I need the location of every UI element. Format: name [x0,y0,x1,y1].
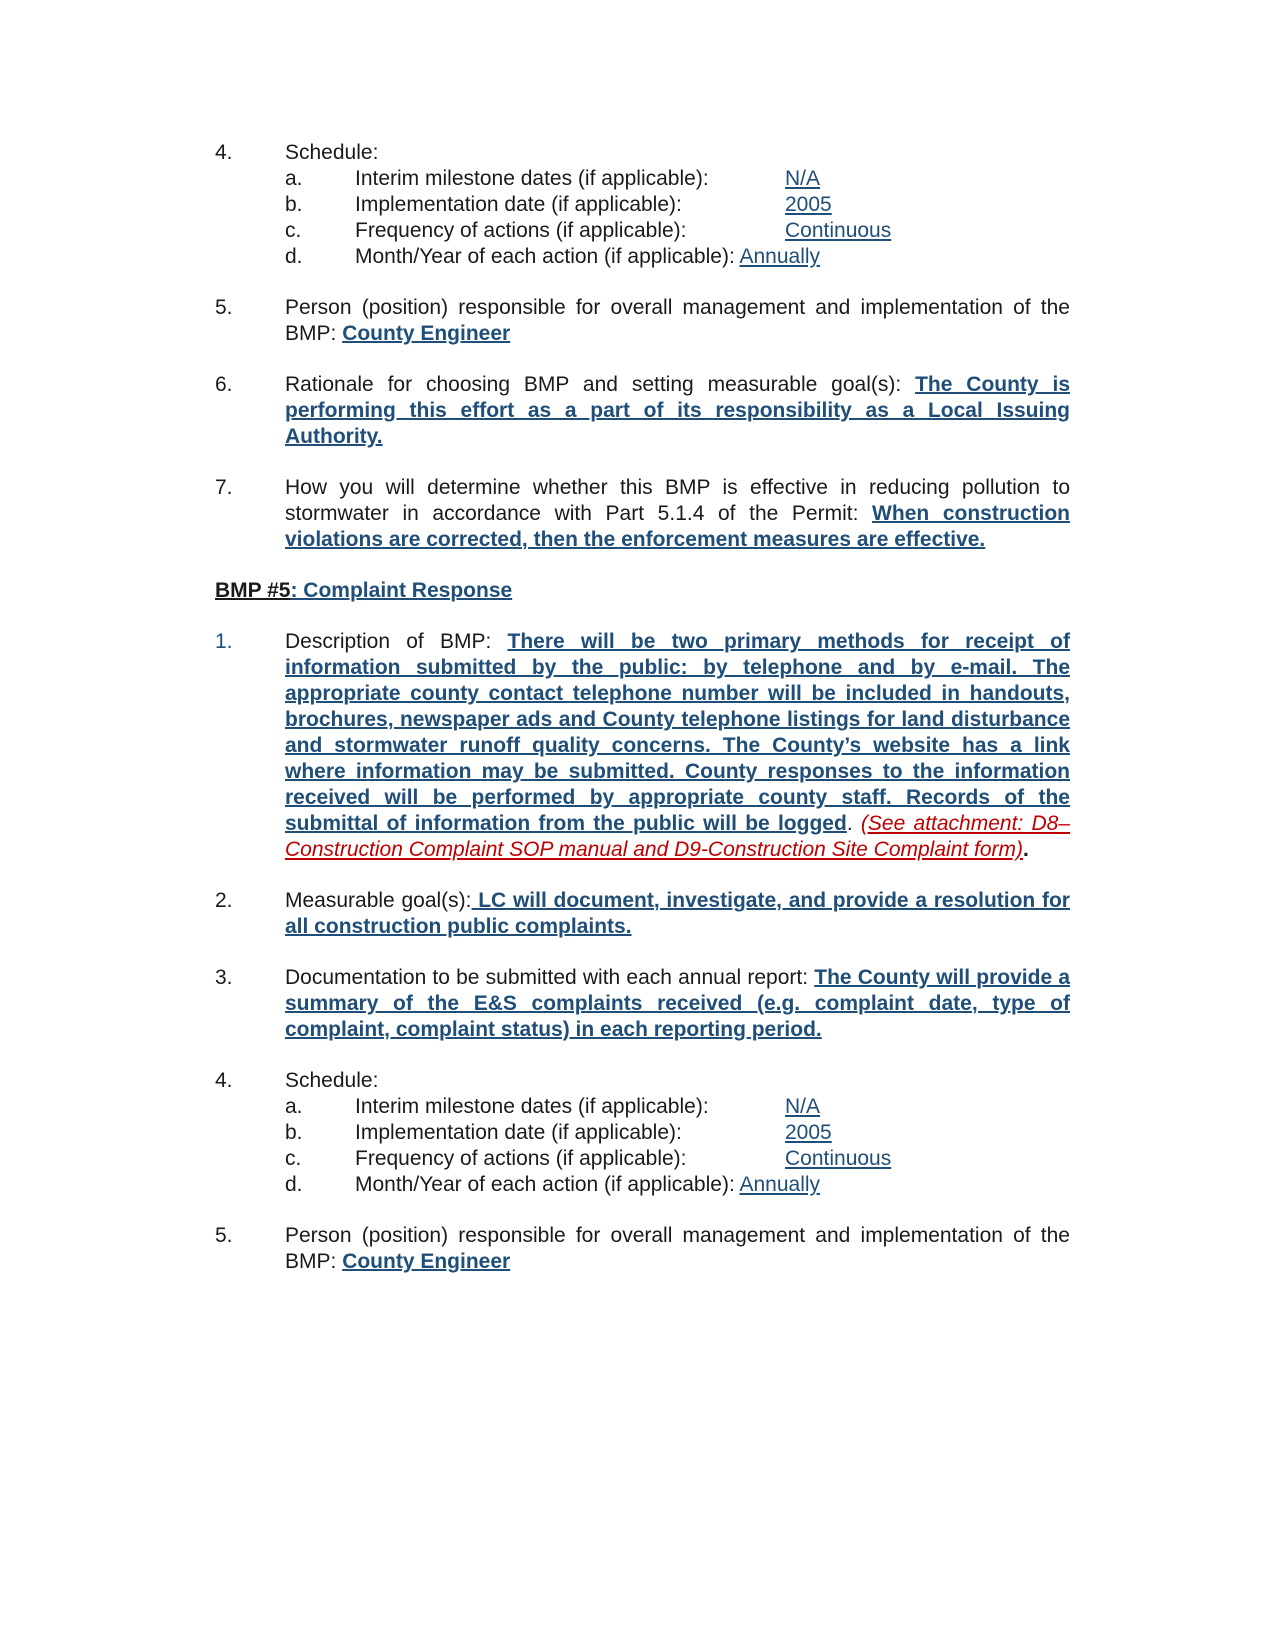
effectiveness-value: When construction violations are corrected, then the enforcement measures are effective. [285,502,1070,551]
item-number: 2. [215,889,233,912]
person-responsible-block-2 [215,1223,1070,1275]
documentation-block [215,965,1070,1043]
row-value: Annually [739,245,821,268]
rationale-value: The County is performing this effort as a part of its responsibility as a Local Issuing Authority. [285,373,1070,448]
row-letter: c. [285,1147,302,1170]
person-label: Person (position) responsible for overall management and implementation of the BMP: [285,296,1070,345]
row-label: Frequency of actions (if applicable): [355,1147,687,1170]
documentation-paragraph [285,965,1070,1043]
row-label: Month/Year of each action (if applicable): [355,245,740,268]
item-number: 6. [215,373,233,396]
attachment-note: (See attachment: D8–Construction Complaint SOP manual and D9-Construction Site Complaint form) [285,812,1071,861]
row-label: Interim milestone dates (if applicable): [355,1095,709,1118]
measurable-goals-label: Measurable goal(s): [285,889,472,912]
schedule-row-interim [285,1094,1070,1120]
schedule-block-1 [215,140,1070,270]
schedule-row-interim [285,166,1070,192]
item-number: 7. [215,476,233,499]
person-paragraph [285,1223,1070,1275]
schedule-title: Schedule: [285,1069,379,1092]
row-label: Frequency of actions (if applicable): [355,219,687,242]
row-letter: d. [285,1173,303,1196]
schedule-body [285,140,1070,270]
schedule-block-2 [215,1068,1070,1198]
effectiveness-body [285,475,1070,553]
person-value: County Engineer [342,1250,511,1273]
rationale-block [215,372,1070,450]
schedule-row-monthyear [285,1172,1070,1198]
row-letter: b. [285,1121,303,1144]
bmp5-heading-prefix: BMP #5 [215,579,291,602]
person-label: Person (position) responsible for overall management and implementation of the BMP: [285,1224,1070,1273]
row-label: Month/Year of each action (if applicable): [355,1173,740,1196]
description-label: Description of BMP: [285,630,508,653]
row-letter: d. [285,245,303,268]
item-number: 4. [215,141,233,164]
row-label: Interim milestone dates (if applicable): [355,167,709,190]
effectiveness-label: How you will determine whether this BMP is effective in reducing pollution to stormwater in accordance with Part 5.1.4 of the Permit: [285,476,1070,525]
schedule-row-implementation [285,192,1070,218]
item-number: 5. [215,296,233,319]
measurable-goals-body [285,888,1070,940]
row-letter: c. [285,219,302,242]
person-body [285,295,1070,347]
measurable-goals-block [215,888,1070,940]
documentation-value: The County will provide a summary of the E&S complaints received (e.g. complaint date, type of complaint, complaint status) in each reporting period. [285,966,1070,1041]
documentation-label: Documentation to be submitted with each annual report: [285,966,815,989]
schedule-row-frequency [285,1146,1070,1172]
effectiveness-paragraph [285,475,1070,553]
description-value: There will be two primary methods for receipt of information submitted by the public: by telephone and by e-mail. The appropriate county contact telephone number will be included in handouts, brochures, newspaper ads and County telephone listings for land disturbance and stormwater runoff quality concerns. The County’s website has a link where information may be submitted. County responses to the information received will be performed by appropriate county staff. Records of the submittal of information from the public will be logged [285,630,1070,835]
documentation-body [285,965,1070,1043]
description-separator: . [846,812,861,835]
row-label: Implementation date (if applicable): [355,193,682,216]
item-number: 1. [215,630,233,653]
row-letter: a. [285,1095,303,1118]
bmp5-heading-title: : Complaint Response [290,579,513,602]
rationale-label: Rationale for choosing BMP and setting measurable goal(s): [285,373,916,396]
row-value: Continuous [785,1147,892,1170]
row-value: 2005 [785,193,832,216]
person-responsible-block-1 [215,295,1070,347]
description-body [285,629,1070,863]
row-value: N/A [785,1095,821,1118]
description-block [215,629,1070,863]
person-paragraph [285,295,1070,347]
row-label: Implementation date (if applicable): [355,1121,682,1144]
bmp5-heading [215,578,1070,604]
measurable-goals-paragraph [285,888,1070,940]
person-body [285,1223,1070,1275]
row-letter: b. [285,193,303,216]
schedule-row-implementation [285,1120,1070,1146]
measurable-goals-value: LC will document, investigate, and provide a resolution for all construction public complaints. [285,889,1070,938]
item-number: 5. [215,1224,233,1247]
row-value: Continuous [785,219,892,242]
effectiveness-block [215,475,1070,553]
row-letter: a. [285,167,303,190]
rationale-body [285,372,1070,450]
row-value: N/A [785,167,821,190]
description-paragraph [285,629,1070,863]
row-value: Annually [739,1173,821,1196]
terminal-period: . [1023,838,1029,861]
schedule-body [285,1068,1070,1198]
person-value: County Engineer [342,322,511,345]
schedule-title: Schedule: [285,141,379,164]
item-number: 4. [215,1069,233,1092]
row-value: 2005 [785,1121,832,1144]
schedule-row-monthyear [285,244,1070,270]
rationale-paragraph [285,372,1070,450]
item-number: 3. [215,966,233,989]
schedule-row-frequency [285,218,1070,244]
